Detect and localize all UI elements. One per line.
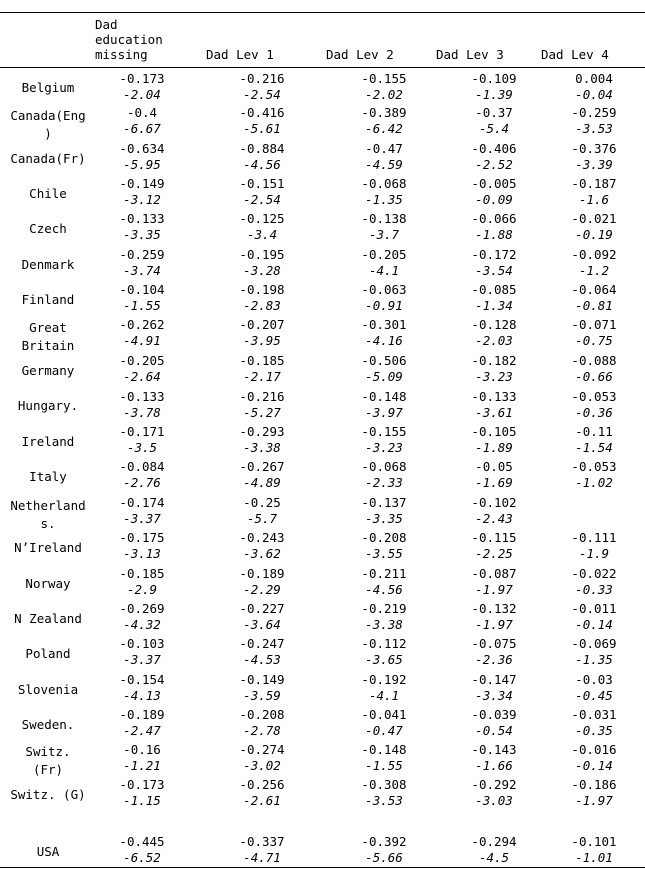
t-stat-cell: -4.56 (365, 582, 403, 597)
coefficient-cell: -0.104 (119, 282, 165, 297)
country-label (0, 291, 96, 309)
coefficient-cell: -0.189 (239, 566, 285, 581)
coefficient-cell: -0.016 (571, 742, 617, 757)
t-stat-cell: -0.91 (365, 298, 403, 313)
t-stat-cell: -2.54 (243, 192, 281, 207)
coefficient-cell: -0.085 (471, 282, 517, 297)
coefficient-cell: -0.182 (471, 353, 517, 368)
t-stat-cell: -3.38 (243, 440, 281, 455)
t-stat-cell: -3.02 (243, 758, 281, 773)
t-stat-cell: -0.14 (575, 617, 613, 632)
t-stat-cell: -3.7 (368, 227, 400, 242)
country-label (0, 843, 96, 861)
column-header-line: missing (95, 47, 148, 62)
coefficient-cell: -0.063 (361, 282, 407, 297)
coefficient-cell: -0.109 (471, 71, 517, 86)
t-stat-cell: -0.36 (575, 405, 613, 420)
t-stat-cell: -5.61 (243, 121, 281, 136)
country-label (0, 185, 96, 203)
t-stat-cell: -0.14 (575, 758, 613, 773)
t-stat-cell: -1.69 (475, 475, 513, 490)
coefficient-cell: -0.205 (119, 353, 165, 368)
coefficient-cell: -0.634 (119, 141, 165, 156)
t-stat-cell: -3.54 (475, 263, 513, 278)
t-stat-cell: -3.37 (123, 652, 161, 667)
coefficient-cell: -0.175 (119, 530, 165, 545)
coefficient-cell: -0.148 (361, 742, 407, 757)
t-stat-cell: -2.61 (243, 793, 281, 808)
t-stat-cell: -0.81 (575, 298, 613, 313)
country-label-line: Switz. (G) (10, 787, 86, 802)
country-label (0, 645, 96, 663)
t-stat-cell: -3.23 (475, 369, 513, 384)
t-stat-cell: -4.32 (123, 617, 161, 632)
country-label (0, 610, 96, 628)
coefficient-cell: -0.087 (471, 566, 517, 581)
t-stat-cell: -1.55 (123, 298, 161, 313)
coefficient-cell: -0.143 (471, 742, 517, 757)
t-stat-cell: -1.88 (475, 227, 513, 242)
country-label (0, 539, 96, 557)
coefficient-cell: -0.205 (361, 247, 407, 262)
coefficient-cell: -0.173 (119, 777, 165, 792)
country-label-line: (Fr) (32, 762, 64, 777)
country-label (0, 681, 96, 699)
coefficient-cell: -0.011 (571, 601, 617, 616)
t-stat-cell: -1.66 (475, 758, 513, 773)
country-label-line: s. (40, 516, 56, 531)
coefficient-cell: -0.301 (361, 317, 407, 332)
t-stat-cell: -1.02 (575, 475, 613, 490)
t-stat-cell: -0.75 (575, 333, 613, 348)
t-stat-cell: -2.02 (365, 87, 403, 102)
t-stat-cell: -0.54 (475, 723, 513, 738)
t-stat-cell: -0.04 (575, 87, 613, 102)
country-label-line: Germany (21, 363, 75, 378)
t-stat-cell: -1.35 (575, 652, 613, 667)
country-label-line: Italy (29, 469, 67, 484)
country-label (0, 433, 96, 451)
country-label-line: USA (36, 844, 60, 859)
t-stat-cell: -0.35 (575, 723, 613, 738)
t-stat-cell: -4.1 (368, 263, 400, 278)
column-header-line: Dad Lev 1 (206, 47, 274, 62)
coefficient-cell: -0.192 (361, 672, 407, 687)
country-label (0, 362, 96, 380)
t-stat-cell: -2.78 (243, 723, 281, 738)
t-stat-cell: -3.61 (475, 405, 513, 420)
t-stat-cell: -6.52 (123, 850, 161, 865)
t-stat-cell: -4.5 (478, 850, 510, 865)
column-header (436, 47, 504, 62)
coefficient-cell: -0.155 (361, 424, 407, 439)
coefficient-cell: -0.05 (475, 459, 513, 474)
country-label (0, 575, 96, 593)
country-label-line: N’Ireland (14, 540, 82, 555)
t-stat-cell: -3.64 (243, 617, 281, 632)
t-stat-cell: -3.62 (243, 546, 281, 561)
coefficient-cell: -0.247 (239, 636, 285, 651)
coefficient-cell: -0.195 (239, 247, 285, 262)
column-header-line: Dad Lev 2 (326, 47, 394, 62)
t-stat-cell: -6.42 (365, 121, 403, 136)
t-stat-cell: -6.67 (123, 121, 161, 136)
country-label-line: Finland (21, 292, 75, 307)
coefficient-cell: -0.105 (471, 424, 517, 439)
country-label-line: Canada(Fr) (10, 151, 86, 166)
t-stat-cell: -1.15 (123, 793, 161, 808)
t-stat-cell: -3.37 (123, 511, 161, 526)
coefficient-cell: -0.068 (361, 459, 407, 474)
coefficient-cell: -0.4 (126, 105, 158, 120)
t-stat-cell: -2.25 (475, 546, 513, 561)
country-label-line: Netherland (10, 498, 86, 513)
country-label-line: Switz. (25, 744, 71, 759)
coefficient-cell: -0.147 (471, 672, 517, 687)
country-label (0, 786, 96, 804)
coefficient-cell: -0.207 (239, 317, 285, 332)
coefficient-cell: -0.47 (365, 141, 403, 156)
t-stat-cell: -2.29 (243, 582, 281, 597)
t-stat-cell: -5.4 (478, 121, 510, 136)
coefficient-cell: -0.172 (471, 247, 517, 262)
header-rule (0, 67, 645, 68)
coefficient-cell: -0.406 (471, 141, 517, 156)
t-stat-cell: -1.21 (123, 758, 161, 773)
coefficient-cell: -0.292 (471, 777, 517, 792)
coefficient-cell: -0.088 (571, 353, 617, 368)
t-stat-cell: -3.23 (365, 440, 403, 455)
t-stat-cell: -4.89 (243, 475, 281, 490)
country-label-line: Belgium (21, 80, 75, 95)
column-header-line: education (95, 32, 163, 47)
coefficient-cell: -0.211 (361, 566, 407, 581)
t-stat-cell: -1.2 (578, 263, 610, 278)
coefficient-cell: -0.103 (119, 636, 165, 651)
t-stat-cell: -4.71 (243, 850, 281, 865)
coefficient-cell: -0.066 (471, 211, 517, 226)
coefficient-cell: -0.256 (239, 777, 285, 792)
country-label-line: Ireland (21, 434, 75, 449)
t-stat-cell: -2.47 (123, 723, 161, 738)
t-stat-cell: -2.9 (126, 582, 158, 597)
coefficient-cell: 0.004 (575, 71, 613, 86)
t-stat-cell: -3.35 (123, 227, 161, 242)
column-header (206, 47, 274, 62)
coefficient-cell: -0.25 (243, 495, 281, 510)
t-stat-cell: -4.53 (243, 652, 281, 667)
coefficient-cell: -0.16 (123, 742, 161, 757)
coefficient-cell: -0.155 (361, 71, 407, 86)
coefficient-cell: -0.125 (239, 211, 285, 226)
coefficient-cell: -0.267 (239, 459, 285, 474)
t-stat-cell: -1.97 (475, 617, 513, 632)
t-stat-cell: -1.34 (475, 298, 513, 313)
t-stat-cell: -0.19 (575, 227, 613, 242)
coefficient-cell: -0.189 (119, 707, 165, 722)
t-stat-cell: -0.66 (575, 369, 613, 384)
t-stat-cell: -0.09 (475, 192, 513, 207)
coefficient-cell: -0.274 (239, 742, 285, 757)
t-stat-cell: -3.55 (365, 546, 403, 561)
country-label (0, 220, 96, 238)
coefficient-cell: -0.115 (471, 530, 517, 545)
coefficient-cell: -0.243 (239, 530, 285, 545)
t-stat-cell: -3.78 (123, 405, 161, 420)
coefficient-cell: -0.259 (571, 105, 617, 120)
coefficient-cell: -0.128 (471, 317, 517, 332)
t-stat-cell: -1.97 (575, 793, 613, 808)
t-stat-cell: -3.13 (123, 546, 161, 561)
coefficient-cell: -0.216 (239, 389, 285, 404)
coefficient-cell: -0.064 (571, 282, 617, 297)
coefficient-cell: -0.392 (361, 834, 407, 849)
t-stat-cell: -5.95 (123, 157, 161, 172)
t-stat-cell: -2.76 (123, 475, 161, 490)
t-stat-cell: -1.39 (475, 87, 513, 102)
coefficient-cell: -0.149 (119, 176, 165, 191)
country-label (0, 319, 96, 355)
coefficient-cell: -0.071 (571, 317, 617, 332)
coefficient-cell: -0.293 (239, 424, 285, 439)
t-stat-cell: -1.35 (365, 192, 403, 207)
coefficient-cell: -0.137 (361, 495, 407, 510)
table-bottom-rule (0, 867, 645, 868)
t-stat-cell: -3.28 (243, 263, 281, 278)
coefficient-cell: -0.171 (119, 424, 165, 439)
coefficient-cell: -0.884 (239, 141, 285, 156)
t-stat-cell: -2.33 (365, 475, 403, 490)
t-stat-cell: -3.5 (126, 440, 158, 455)
country-label-line: Great (29, 320, 67, 335)
coefficient-cell: -0.133 (471, 389, 517, 404)
coefficient-cell: -0.208 (239, 707, 285, 722)
country-label-line: N Zealand (14, 611, 82, 626)
coefficient-cell: -0.132 (471, 601, 517, 616)
coefficient-cell: -0.112 (361, 636, 407, 651)
coefficient-cell: -0.069 (571, 636, 617, 651)
coefficient-cell: -0.208 (361, 530, 407, 545)
t-stat-cell: -1.6 (578, 192, 610, 207)
table-top-rule (0, 12, 645, 13)
t-stat-cell: -2.64 (123, 369, 161, 384)
t-stat-cell: -2.04 (123, 87, 161, 102)
t-stat-cell: -2.43 (475, 511, 513, 526)
coefficient-cell: -0.185 (239, 353, 285, 368)
country-label-line: Poland (25, 646, 71, 661)
coefficient-cell: -0.173 (119, 71, 165, 86)
t-stat-cell: -4.91 (123, 333, 161, 348)
coefficient-cell: -0.37 (475, 105, 513, 120)
t-stat-cell: -1.01 (575, 850, 613, 865)
coefficient-cell: -0.111 (571, 530, 617, 545)
t-stat-cell: -1.97 (475, 582, 513, 597)
coefficient-cell: -0.259 (119, 247, 165, 262)
t-stat-cell: -5.7 (246, 511, 278, 526)
t-stat-cell: -3.53 (575, 121, 613, 136)
country-label-line: Canada(Eng (10, 108, 86, 123)
coefficient-cell: -0.154 (119, 672, 165, 687)
coefficient-cell: -0.041 (361, 707, 407, 722)
coefficient-cell: -0.216 (239, 71, 285, 86)
coefficient-cell: -0.084 (119, 459, 165, 474)
country-label (0, 497, 96, 533)
country-label (0, 716, 96, 734)
t-stat-cell: -3.95 (243, 333, 281, 348)
t-stat-cell: -1.89 (475, 440, 513, 455)
coefficient-cell: -0.389 (361, 105, 407, 120)
column-header-line: Dad (95, 17, 118, 32)
coefficient-cell: -0.092 (571, 247, 617, 262)
t-stat-cell: -2.52 (475, 157, 513, 172)
t-stat-cell: -2.17 (243, 369, 281, 384)
country-label-line: Britain (21, 338, 75, 353)
coefficient-cell: -0.151 (239, 176, 285, 191)
t-stat-cell: -3.35 (365, 511, 403, 526)
t-stat-cell: -0.45 (575, 688, 613, 703)
country-label-line: Denmark (21, 257, 75, 272)
coefficient-cell: -0.133 (119, 211, 165, 226)
t-stat-cell: -3.38 (365, 617, 403, 632)
coefficient-cell: -0.219 (361, 601, 407, 616)
t-stat-cell: -0.47 (365, 723, 403, 738)
coefficient-cell: -0.102 (471, 495, 517, 510)
coefficient-cell: -0.337 (239, 834, 285, 849)
t-stat-cell: -2.03 (475, 333, 513, 348)
coefficient-cell: -0.174 (119, 495, 165, 510)
t-stat-cell: -3.65 (365, 652, 403, 667)
t-stat-cell: -3.53 (365, 793, 403, 808)
coefficient-cell: -0.294 (471, 834, 517, 849)
country-label-line: Sweden. (21, 717, 75, 732)
t-stat-cell: -1.54 (575, 440, 613, 455)
t-stat-cell: -3.74 (123, 263, 161, 278)
country-label-line: Czech (29, 221, 67, 236)
coefficient-cell: -0.227 (239, 601, 285, 616)
country-label (0, 79, 96, 97)
t-stat-cell: -3.03 (475, 793, 513, 808)
t-stat-cell: -4.59 (365, 157, 403, 172)
coefficient-cell: -0.376 (571, 141, 617, 156)
column-header (541, 47, 609, 62)
t-stat-cell: -2.36 (475, 652, 513, 667)
coefficient-cell: -0.075 (471, 636, 517, 651)
t-stat-cell: -3.39 (575, 157, 613, 172)
coefficient-cell: -0.262 (119, 317, 165, 332)
coefficient-cell: -0.022 (571, 566, 617, 581)
t-stat-cell: -5.27 (243, 405, 281, 420)
country-label (0, 397, 96, 415)
t-stat-cell: -5.09 (365, 369, 403, 384)
country-label (0, 468, 96, 486)
t-stat-cell: -2.83 (243, 298, 281, 313)
coefficient-cell: -0.416 (239, 105, 285, 120)
country-label-line: Hungary. (17, 398, 79, 413)
column-header-line: Dad Lev 3 (436, 47, 504, 62)
column-header-line: Dad Lev 4 (541, 47, 609, 62)
coefficient-cell: -0.148 (361, 389, 407, 404)
coefficient-cell: -0.053 (571, 459, 617, 474)
coefficient-cell: -0.039 (471, 707, 517, 722)
t-stat-cell: -3.59 (243, 688, 281, 703)
country-label (0, 743, 96, 779)
coefficient-cell: -0.186 (571, 777, 617, 792)
country-label (0, 107, 96, 143)
coefficient-cell: -0.445 (119, 834, 165, 849)
coefficient-cell: -0.198 (239, 282, 285, 297)
t-stat-cell: -3.34 (475, 688, 513, 703)
t-stat-cell: -5.66 (365, 850, 403, 865)
coefficient-cell: -0.506 (361, 353, 407, 368)
t-stat-cell: -4.16 (365, 333, 403, 348)
column-header (326, 47, 394, 62)
coefficient-cell: -0.138 (361, 211, 407, 226)
t-stat-cell: -4.56 (243, 157, 281, 172)
column-header (95, 17, 163, 62)
country-label-line: Norway (25, 576, 71, 591)
t-stat-cell: -2.54 (243, 87, 281, 102)
coefficient-cell: -0.005 (471, 176, 517, 191)
coefficient-cell: -0.068 (361, 176, 407, 191)
t-stat-cell: -1.55 (365, 758, 403, 773)
coefficient-cell: -0.308 (361, 777, 407, 792)
coefficient-cell: -0.149 (239, 672, 285, 687)
coefficient-cell: -0.053 (571, 389, 617, 404)
t-stat-cell: -3.97 (365, 405, 403, 420)
coefficient-cell: -0.11 (575, 424, 613, 439)
country-label-line: Chile (29, 186, 67, 201)
coefficient-cell: -0.185 (119, 566, 165, 581)
country-label (0, 150, 96, 168)
t-stat-cell: -4.13 (123, 688, 161, 703)
coefficient-cell: -0.133 (119, 389, 165, 404)
t-stat-cell: -3.12 (123, 192, 161, 207)
coefficient-cell: -0.03 (575, 672, 613, 687)
country-label-line: Slovenia (17, 682, 79, 697)
coefficient-cell: -0.021 (571, 211, 617, 226)
t-stat-cell: -1.9 (578, 546, 610, 561)
coefficient-cell: -0.269 (119, 601, 165, 616)
coefficient-cell: -0.101 (571, 834, 617, 849)
t-stat-cell: -0.33 (575, 582, 613, 597)
t-stat-cell: -3.4 (246, 227, 278, 242)
country-label-line: ) (44, 126, 52, 141)
t-stat-cell: -4.1 (368, 688, 400, 703)
coefficient-cell: -0.187 (571, 176, 617, 191)
coefficient-cell: -0.031 (571, 707, 617, 722)
country-label (0, 256, 96, 274)
